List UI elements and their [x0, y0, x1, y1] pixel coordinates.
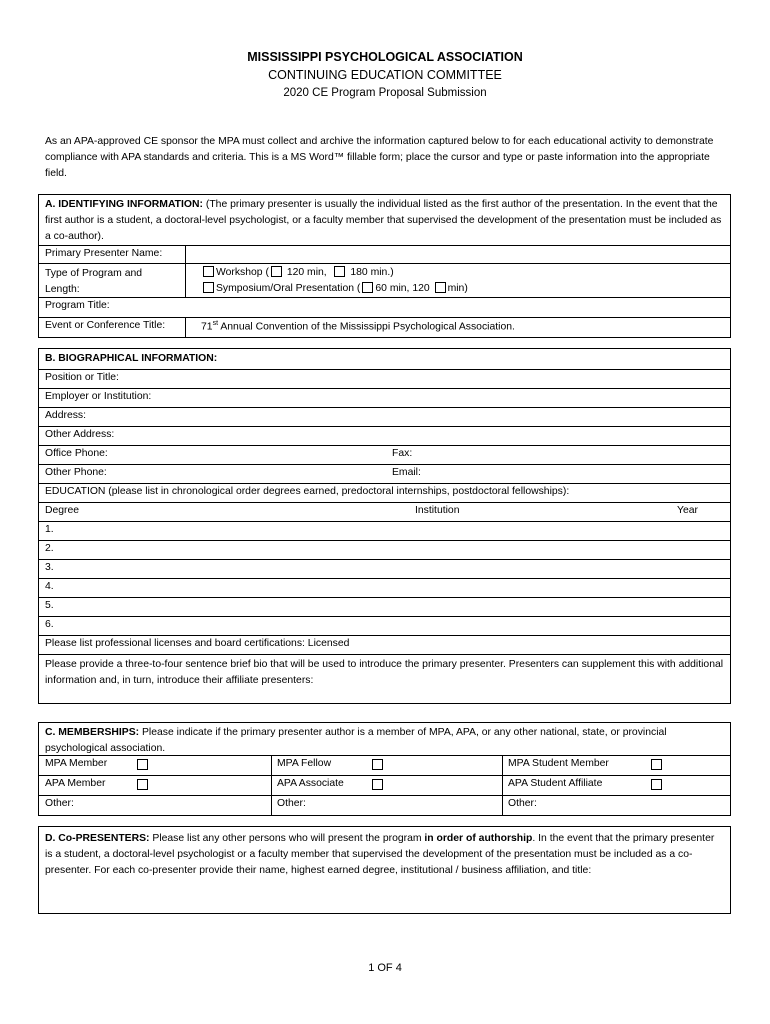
other-membership-1[interactable]: Other: — [45, 798, 74, 809]
licenses-row[interactable]: Please list professional licenses and board certifications: Licensed — [39, 635, 730, 654]
min120b-checkbox[interactable] — [435, 282, 446, 293]
intro-text: As an APA-approved CE sponsor the MPA must collect and archive the information captured below to for each educational activity to demonstrate compliance with APA standards and criteria. This is a MS Word™ fillable form; place the cursor and type or paste information into the appropriate field. — [45, 136, 714, 179]
education-header-row — [39, 502, 730, 521]
phone-fax-row — [39, 445, 730, 464]
apa-member-checkbox[interactable] — [137, 779, 148, 790]
presenter-name-field[interactable] — [189, 248, 719, 261]
email-label: Email: — [392, 467, 421, 478]
education-row: EDUCATION (please list in chronological order degrees earned, predoctoral internships, postdoctoral fellowships): — [39, 483, 730, 502]
other-address-row[interactable]: Other Address: — [39, 426, 730, 445]
section-b-header: B. BIOGRAPHICAL INFORMATION: — [45, 353, 218, 364]
apa-student-checkbox[interactable] — [651, 779, 662, 790]
mpa-student-checkbox[interactable] — [651, 759, 662, 770]
min180-checkbox[interactable] — [334, 266, 345, 277]
page-number: 1 OF 4 — [368, 962, 402, 974]
education-item[interactable]: 1. — [39, 521, 730, 540]
office-phone-label: Office Phone: — [45, 448, 108, 459]
bio-row[interactable]: Please provide a three-to-four sentence brief bio that will be used to introduce the primary presenter. Presenters can supplement this with additional information and, in turn, introduce their affiliate presenters: — [39, 654, 730, 703]
other-phone-label: Other Phone: — [45, 467, 107, 478]
form-title: 2020 CE Program Proposal Submission — [283, 87, 487, 99]
section-c — [38, 722, 731, 816]
program-title-row — [39, 297, 730, 317]
event-value: 71st Annual Convention of the Mississippi Psychological Association. — [201, 320, 515, 333]
mpa-member-checkbox[interactable] — [137, 759, 148, 770]
membership-other-row — [39, 795, 730, 815]
apa-associate-checkbox[interactable] — [372, 779, 383, 790]
education-item[interactable]: 2. — [39, 540, 730, 559]
education-item[interactable]: 5. — [39, 597, 730, 616]
program-type-row — [39, 263, 730, 297]
program-type-options: Workshop ( 120 min, 180 min.) Symposium/Oral Presentation ( 60 min, 120 min) — [201, 265, 468, 297]
education-item[interactable]: 4. — [39, 578, 730, 597]
other-membership-2[interactable]: Other: — [277, 798, 306, 809]
event-row — [39, 317, 730, 337]
committee-title: CONTINUING EDUCATION COMMITTEE — [268, 68, 502, 82]
section-d-body[interactable]: D. Co-PRESENTERS: Please list any other persons who will present the program in order of authorship. In the event that the primary presenter is a student, a doctoral-level psychologist or a faculty member that supervised the development of the presentation must be included as a co-presenter. For each co-presenter provide their name, highest earned degree, institutional / business affiliation, and title: — [45, 833, 715, 876]
workshop-checkbox[interactable] — [203, 266, 214, 277]
section-d — [38, 826, 731, 914]
col-degree: Degree — [45, 505, 80, 516]
section-b — [38, 348, 731, 704]
membership-row-1: MPA Member MPA Fellow MPA Student Member — [39, 755, 730, 775]
event-label: Event or Conference Title: — [45, 320, 166, 331]
col-institution: Institution — [415, 505, 460, 516]
mpa-fellow-checkbox[interactable] — [372, 759, 383, 770]
section-c-header: C. MEMBERSHIPS: Please indicate if the primary presenter author is a member of MPA, APA, or any other national, state, or provincial psychological association. — [45, 727, 667, 754]
program-type-label: Type of Program and Length: — [45, 268, 143, 295]
other-membership-3[interactable]: Other: — [508, 798, 537, 809]
presenter-name-row — [39, 245, 730, 263]
education-item[interactable]: 6. — [39, 616, 730, 635]
program-title-field[interactable] — [139, 300, 719, 313]
col-year: Year — [677, 505, 698, 516]
org-title: MISSISSIPPI PSYCHOLOGICAL ASSOCIATION — [247, 50, 523, 64]
membership-row-2: APA Member APA Associate APA Student Affiliate — [39, 775, 730, 795]
min120-checkbox[interactable] — [271, 266, 282, 277]
address-row[interactable]: Address: — [39, 407, 730, 426]
education-item[interactable]: 3. — [39, 559, 730, 578]
fax-label: Fax: — [392, 448, 413, 459]
symposium-checkbox[interactable] — [203, 282, 214, 293]
section-a-header: A. IDENTIFYING INFORMATION: (The primary presenter is usually the individual listed as the first author of the presentation. In the event that the first author is a student, a doctoral-level psychologist, or a faculty member that supervised the development of the presentation must be included as a co-author). — [45, 199, 722, 242]
program-title-label: Program Title: — [45, 300, 110, 311]
employer-row[interactable]: Employer or Institution: — [39, 388, 730, 407]
position-row[interactable]: Position or Title: — [39, 369, 730, 388]
other-phone-email-row — [39, 464, 730, 483]
min60-checkbox[interactable] — [362, 282, 373, 293]
presenter-name-label: Primary Presenter Name: — [45, 248, 163, 259]
section-a — [38, 194, 731, 338]
